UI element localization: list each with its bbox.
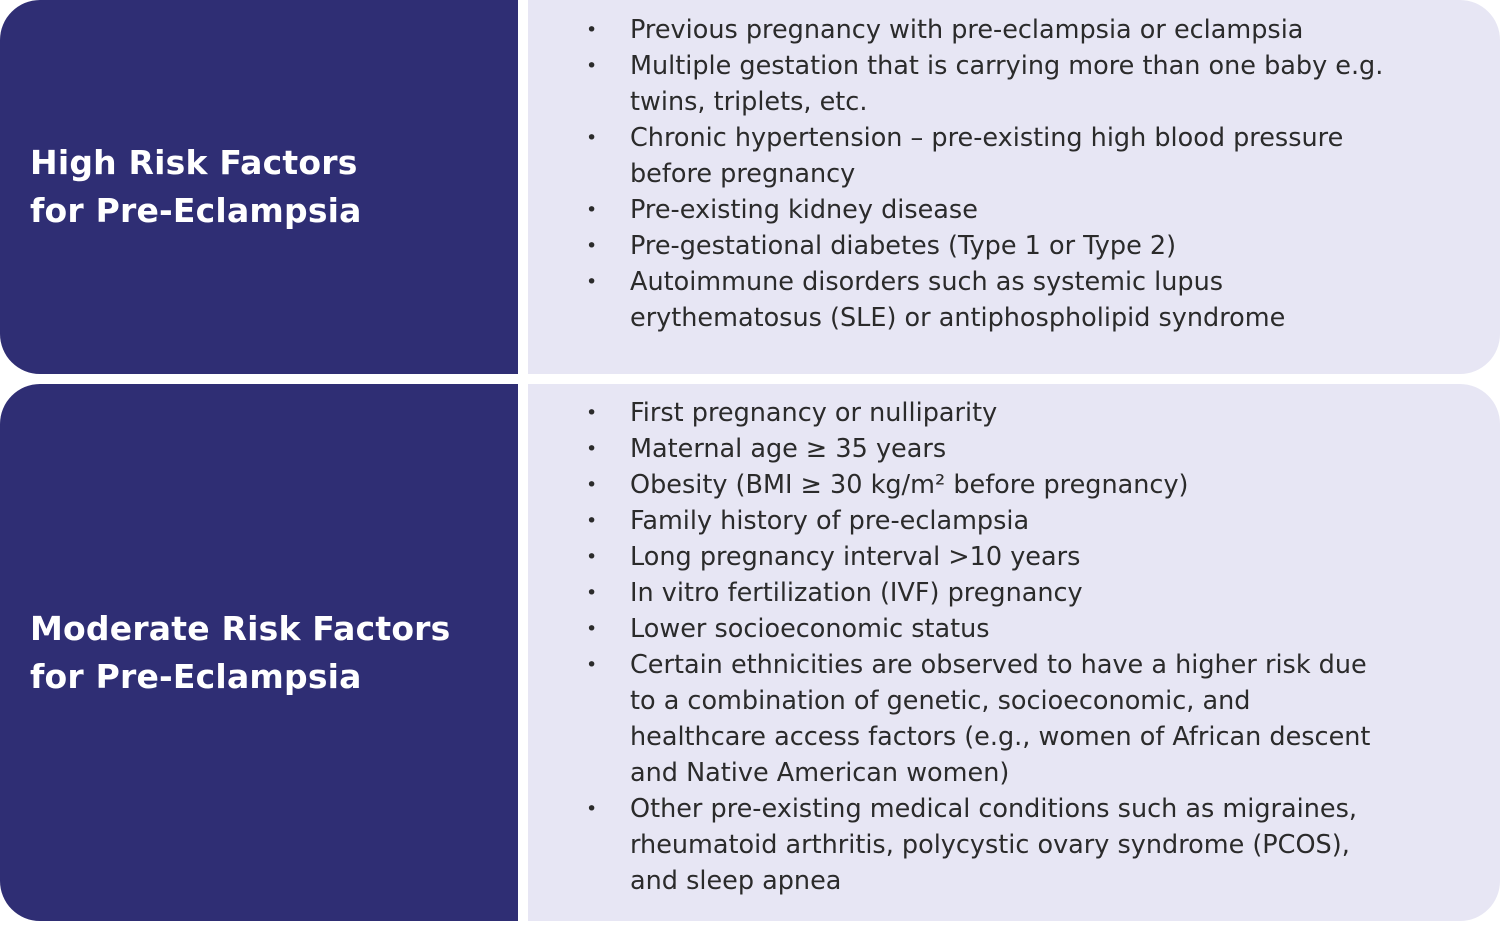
moderate-risk-title <box>30 605 451 701</box>
risk-factor-text: healthcare access factors (e.g., women of African descent <box>630 722 1371 752</box>
moderate-risk-title-line: for Pre-Eclampsia <box>30 656 362 696</box>
risk-factor-item <box>528 611 1370 647</box>
risk-factor-text: Maternal age ≥ 35 years <box>630 434 947 464</box>
risk-factor-item <box>528 575 1370 611</box>
bullet-icon: • <box>586 127 598 149</box>
risk-factor-text: In vitro fertilization (IVF) pregnancy <box>630 578 1083 608</box>
high-risk-label-panel <box>0 0 518 374</box>
bullet-icon: • <box>586 654 598 676</box>
bullet-icon: • <box>586 510 598 532</box>
bullet-icon: • <box>586 798 598 820</box>
risk-factor-item <box>528 228 1383 264</box>
bullet-icon: • <box>586 402 598 424</box>
bullet-icon: • <box>586 474 598 496</box>
risk-factor-text: Multiple gestation that is carrying more than one baby e.g. <box>630 51 1384 81</box>
risk-factor-text: Autoimmune disorders such as systemic lupus <box>630 267 1224 297</box>
risk-factor-text: before pregnancy <box>630 159 856 189</box>
risk-factor-item <box>528 395 1370 431</box>
moderate-risk-section <box>0 384 1500 921</box>
high-risk-factor-list <box>528 12 1383 336</box>
risk-factor-text: Lower socioeconomic status <box>630 614 990 644</box>
bullet-icon: • <box>586 438 598 460</box>
moderate-risk-factor-list <box>528 395 1370 899</box>
risk-factor-item <box>528 192 1383 228</box>
risk-factor-item <box>528 467 1370 503</box>
risk-factor-text: erythematosus (SLE) or antiphospholipid syndrome <box>630 303 1286 333</box>
high-risk-title <box>30 139 362 235</box>
high-risk-section <box>0 0 1500 374</box>
risk-factor-text: twins, triplets, etc. <box>630 87 868 117</box>
risk-factor-text: Family history of pre-eclampsia <box>630 506 1030 536</box>
bullet-icon: • <box>586 199 598 221</box>
moderate-risk-content-panel <box>528 384 1500 921</box>
risk-factor-text: Pre-gestational diabetes (Type 1 or Type 2) <box>630 231 1177 261</box>
risk-factor-item <box>528 264 1383 336</box>
risk-factor-text: Other pre-existing medical conditions such as migraines, <box>630 794 1357 824</box>
risk-factor-item <box>528 120 1383 192</box>
risk-factor-text: Obesity (BMI ≥ 30 kg/m² before pregnancy) <box>630 470 1189 500</box>
moderate-risk-label-panel <box>0 384 518 921</box>
risk-factor-item <box>528 647 1370 791</box>
risk-factor-text: Previous pregnancy with pre-eclampsia or eclampsia <box>630 15 1304 45</box>
risk-factor-item <box>528 431 1370 467</box>
risk-factor-text: rheumatoid arthritis, polycystic ovary syndrome (PCOS), <box>630 830 1350 860</box>
high-risk-title-line: for Pre-Eclampsia <box>30 191 362 230</box>
high-risk-title-line: High Risk Factors <box>30 143 358 182</box>
bullet-icon: • <box>586 235 598 257</box>
bullet-icon: • <box>586 271 598 293</box>
risk-factor-text: and Native American women) <box>630 758 1010 788</box>
moderate-risk-title-line: Moderate Risk Factors <box>30 608 451 648</box>
risk-factor-item <box>528 791 1370 899</box>
high-risk-content-panel <box>528 0 1500 374</box>
bullet-icon: • <box>586 19 598 41</box>
risk-factor-text: to a combination of genetic, socioeconomic, and <box>630 686 1251 716</box>
risk-factor-text: and sleep apnea <box>630 866 842 896</box>
risk-factor-item <box>528 48 1383 120</box>
risk-factor-item <box>528 503 1370 539</box>
bullet-icon: • <box>586 582 598 604</box>
bullet-icon: • <box>586 546 598 568</box>
risk-factor-text: First pregnancy or nulliparity <box>630 398 998 428</box>
risk-factor-item <box>528 539 1370 575</box>
risk-factor-item <box>528 12 1383 48</box>
risk-factor-text: Long pregnancy interval >10 years <box>630 542 1081 572</box>
bullet-icon: • <box>586 55 598 77</box>
bullet-icon: • <box>586 618 598 640</box>
risk-factor-text: Chronic hypertension – pre-existing high blood pressure <box>630 123 1344 153</box>
risk-factor-text: Pre-existing kidney disease <box>630 195 978 225</box>
risk-factor-text: Certain ethnicities are observed to have a higher risk due <box>630 650 1367 680</box>
